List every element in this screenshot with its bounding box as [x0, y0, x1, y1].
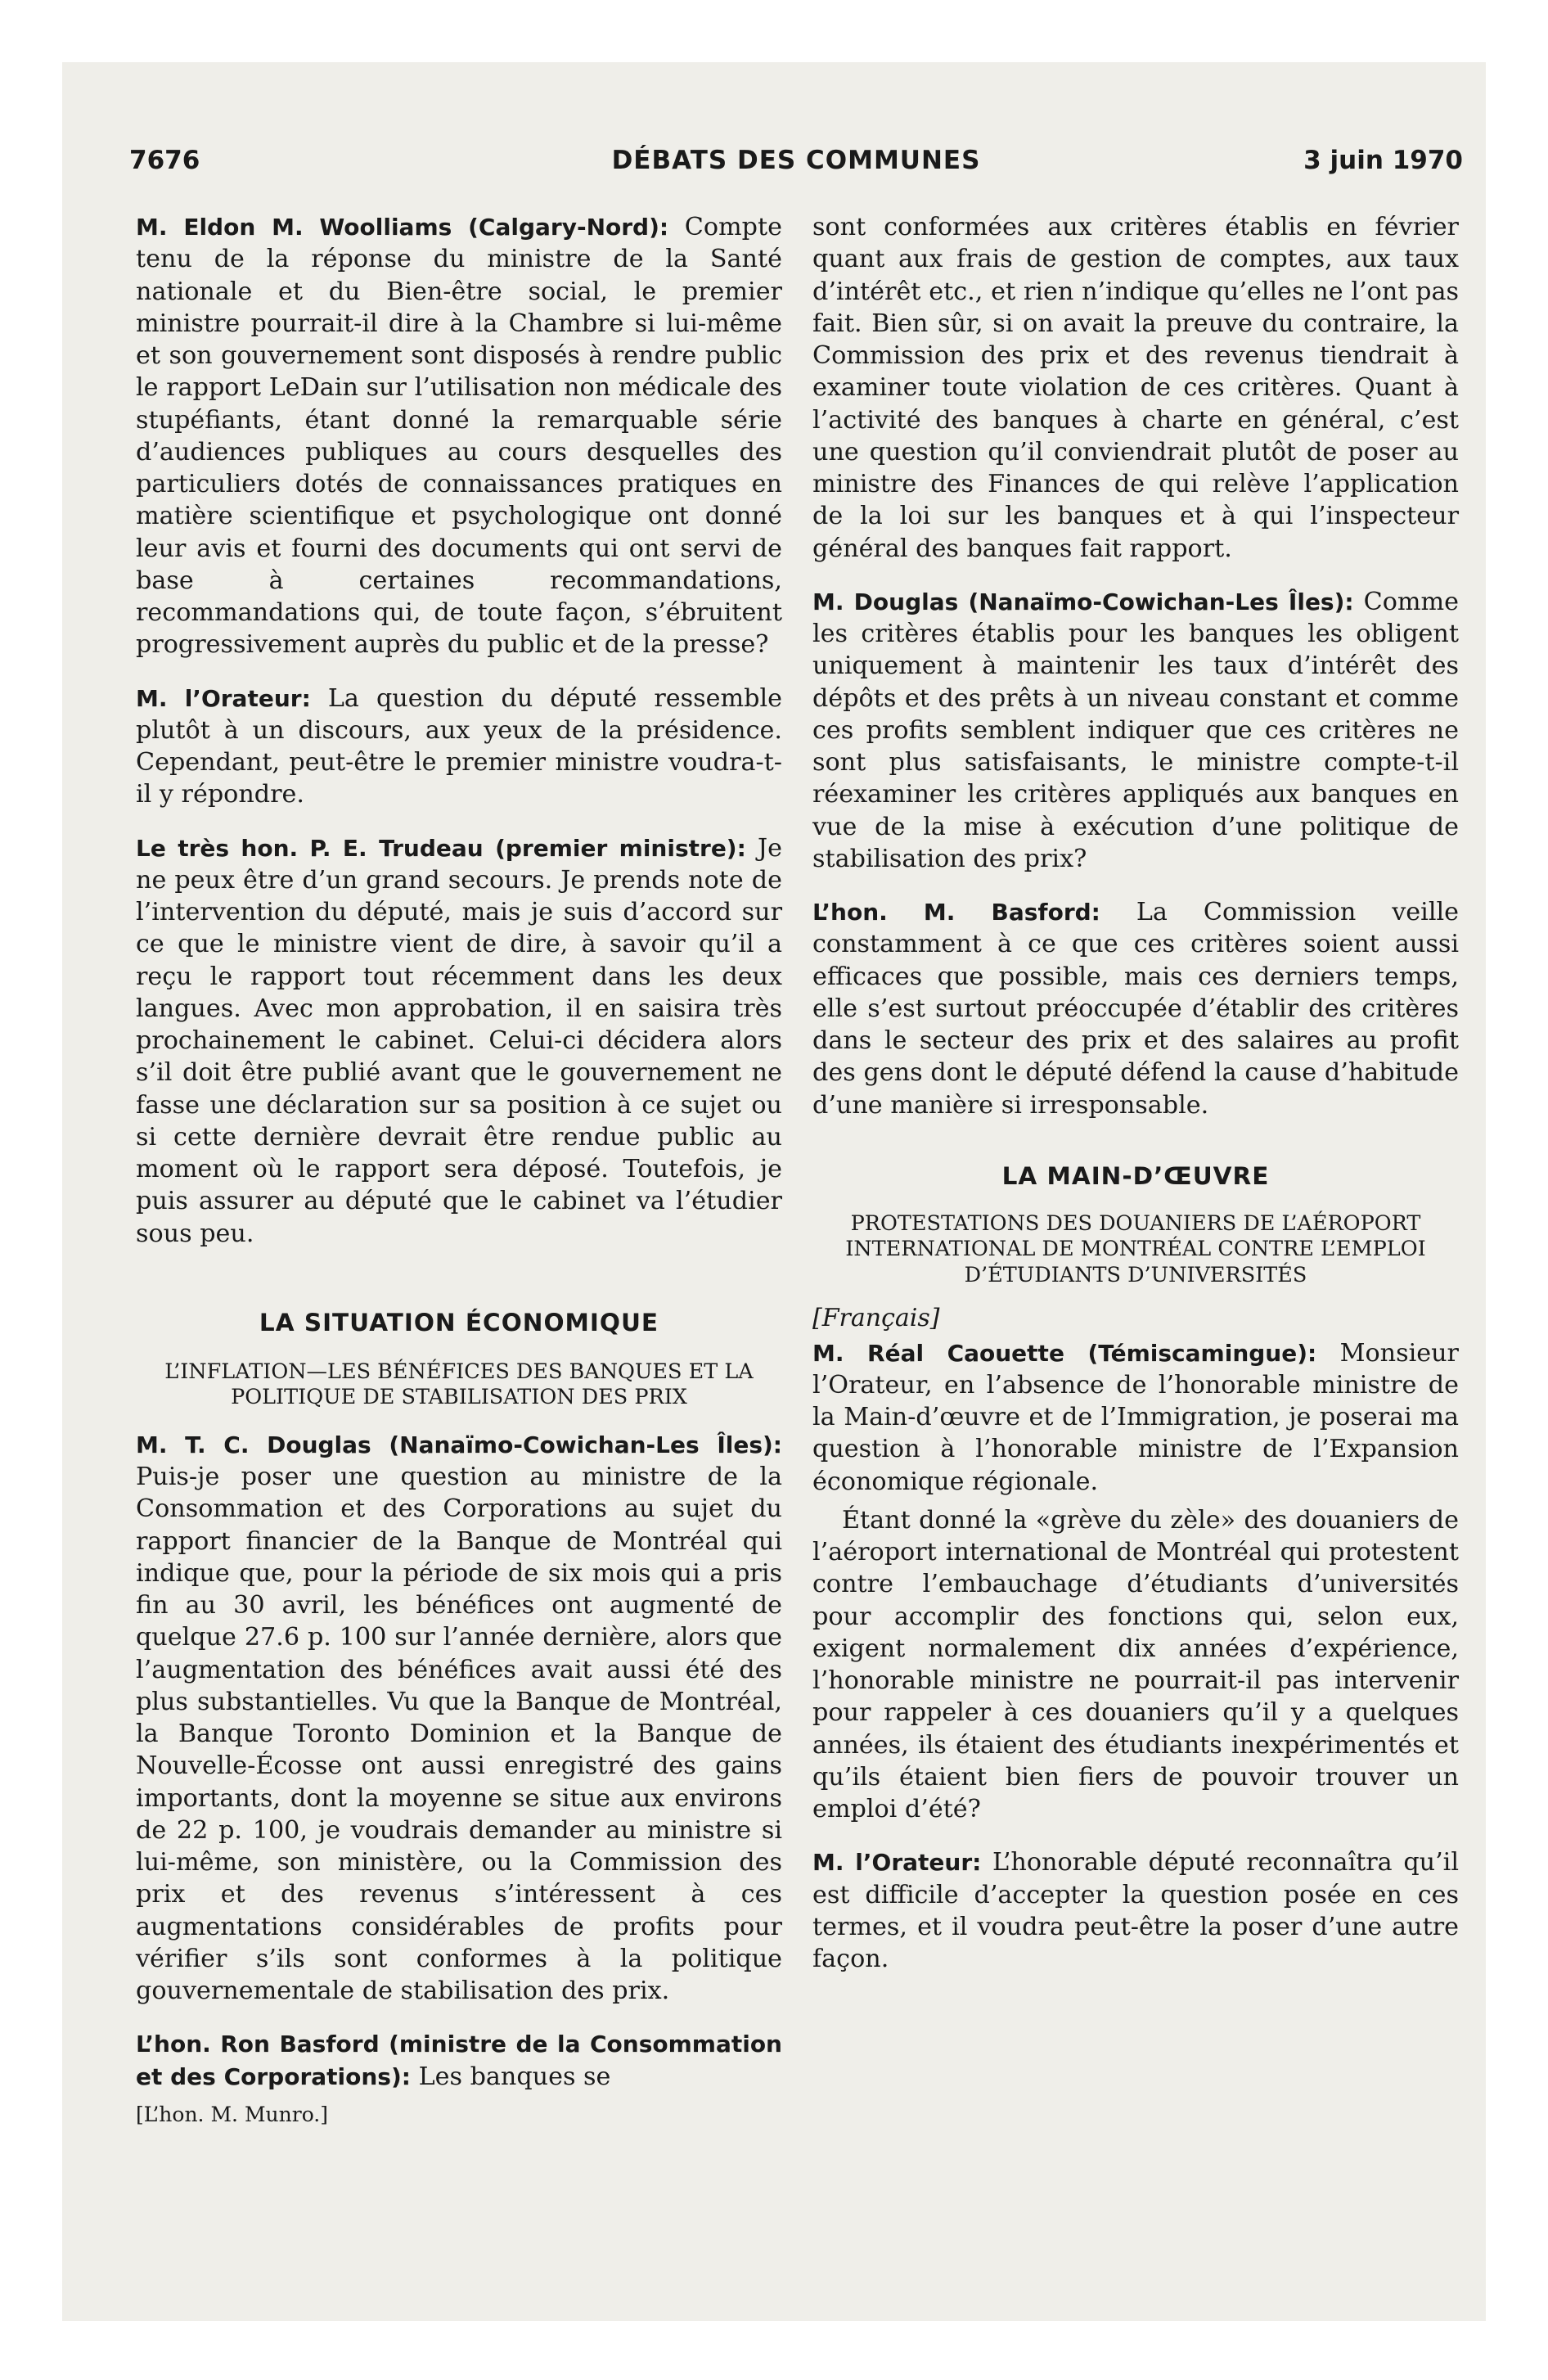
paragraph-basford-continued — [812, 211, 1459, 565]
speech-text: sont conformées aux critères établis en février quant aux frais de gestion de comptes, aux taux d’intérêt etc., et rien n’indique qu’elles ne l’ont pas fait. Bien sûr, si on avait la preuve du contraire, la Commission des prix et des revenus tiendrait à examiner toute violation de ces critères. Quant à l’activité des banques à charte en général, c’est une question qu’il conviendrait plutôt de poser au ministre des Finances de qui relève l’application de la loi sur les banques et à qui l’inspecteur général des banques fait rapport. — [812, 213, 1459, 563]
speaker-name: L’hon. M. Basford: — [812, 899, 1100, 926]
paragraph-caouette-question — [812, 1504, 1459, 1826]
paragraph-caouette — [812, 1337, 1459, 1498]
page-title: DÉBATS DES COMMUNES — [611, 146, 981, 175]
subsection-title: PROTESTATIONS DES DOUANIERS DE L’AÉROPORT INTERNATIONAL DE MONTRÉAL CONTRE L’EMPLOI D’ÉTUDIANTS D’UNIVERSITÉS — [845, 1210, 1426, 1287]
speaker-name: M. Eldon M. Woolliams (Calgary-Nord): — [136, 214, 669, 241]
paragraph-douglas-followup — [812, 586, 1459, 875]
paragraph-trudeau — [136, 832, 782, 1250]
paragraph-basford-reply — [812, 896, 1459, 1121]
speaker-name: M. l’Orateur: — [812, 1849, 982, 1877]
speaker-name: M. Réal Caouette (Témiscamingue): — [812, 1339, 1317, 1367]
section-title: LA MAIN-D’ŒUVRE — [1001, 1161, 1270, 1190]
speech-text: La Commission veille constamment à ce que ces critères soient aussi efficaces que possible, mais ces derniers temps, elle s’est surtout préoccupée d’établir des critères dans le secteur des prix et des salaires au profit des gens dont le député défend la cause d’habitude d’une manière si irresponsable. — [812, 898, 1459, 1120]
page-number: 7676 — [129, 146, 200, 175]
speaker-name: Le très hon. P. E. Trudeau (premier ministre): — [136, 834, 746, 862]
speech-text: Compte tenu de la réponse du ministre de la Santé nationale et du Bien-être social, le premier ministre pourrait-il dire à la Chambre si lui-même et son gouvernement sont disposés à rendre public le rapport LeDain sur l’utilisation non médicale des stupéfiants, étant donné la remarquable série d’audiences publiques au cours desquelles des particuliers dotés de connaissances pratiques en matière scientifique et psychologique ont donné leur avis et fourni des documents qui ont servi de base à certaines recommandations, recommandations qui, de toute façon, s’ébruitent progressivement auprès du public et de la presse? — [136, 213, 782, 660]
page-header — [129, 146, 1463, 182]
speech-text: Comme les critères établis pour les banques les obligent uniquement à maintenir les taux d’intérêt des dépôts et des prêts à un niveau constant et comme ces profits semblent indiquer que ces critères ne sont plus satisfaisants, le ministre compte-t-il réexaminer les critères appliqués aux banques en vue de la mise à exécution d’une politique de stabilisation des prix? — [812, 587, 1459, 873]
subsection-title: L’INFLATION—LES BÉNÉFICES DES BANQUES ET LA POLITIQUE DE STABILISATION DES PRIX — [164, 1359, 754, 1410]
right-column — [812, 211, 1459, 1975]
paragraph-woolliams — [136, 211, 782, 661]
speech-text: La question du député ressemble plutôt à un discours, aux yeux de la présidence. Cependant, peut-être le premier ministre voudra-t-il y répondre. — [136, 683, 782, 809]
speech-text: Je ne peux être d’un grand secours. Je prends note de l’intervention du député, mais je suis d’accord sur ce que le ministre vient de dire, à savoir qu’il a reçu le rapport tout récemment dans les deux langues. Avec mon approbation, il en saisira très prochainement le cabinet. Celui-ci décidera alors s’il doit être publié avant que le gouvernement ne fasse une déclaration sur sa position à ce sujet ou si cette dernière devrait être rendue public au moment où le rapport sera déposé. Toutefois, je puis assurer au député que le cabinet va l’étudier sous peu. — [136, 833, 782, 1248]
speech-text: Monsieur l’Orateur, en l’absence de l’honorable ministre de la Main-d’œuvre et de l’Immigration, je poserai ma question à l’honorable ministre de l’Expansion économique régionale. — [812, 1338, 1459, 1496]
speaker-name: L’hon. Ron Basford (ministre de la Consommation et des Corporations): — [136, 2031, 782, 2090]
speaker-name: M. Douglas (Nanaïmo-Cowichan-Les Îles): — [812, 588, 1354, 615]
speaker-name: M. l’Orateur: — [136, 684, 311, 712]
speaker-name: M. T. C. Douglas (Nanaïmo-Cowichan-Les Îles): — [136, 1431, 782, 1458]
paragraph-orateur-reply — [812, 1846, 1459, 1975]
page-date: 3 juin 1970 — [1303, 146, 1463, 175]
speech-text: Les banques se — [410, 2062, 611, 2091]
paragraph-orateur — [136, 683, 782, 811]
speech-text: Étant donné la «grève du zèle» des douaniers de l’aéroport international de Montréal qui protestent contre l’embauchage d’étudiants d’universités pour accomplir des fonctions qui, selon eux, exigent normalement dix années d’expérience, l’honorable ministre ne pourrait-il pas intervenir pour rappeler à ces douaniers qu’il y a quelques années, ils étaient des étudiants inexpérimentés et qu’ils étaient bien fiers de pouvoir trouver un emploi d’été? — [812, 1505, 1459, 1824]
language-note: [Français] — [812, 1303, 940, 1332]
paragraph-basford — [136, 2028, 782, 2093]
left-column — [136, 211, 782, 2126]
section-title: LA SITUATION ÉCONOMIQUE — [259, 1308, 659, 1336]
footnote: [L’hon. M. Munro.] — [136, 2102, 329, 2126]
paragraph-douglas — [136, 1429, 782, 2008]
speech-text: L’honorable député reconnaîtra qu’il est difficile d’accepter la question posée en ces termes, et il voudra peut-être la poser d’une autre façon. — [812, 1848, 1459, 1974]
speech-text: Puis-je poser une question au ministre de la Consommation et des Corporations au sujet du rapport financier de la Banque de Montréal qui indique que, pour la période de six mois qui a pris fin au 30 avril, les bénéfices ont augmenté de quelque 27.6 p. 100 sur l’année dernière, alors que l’augmentation des bénéfices avait aussi été des plus substantielles. Vu que la Banque de Montréal, la Banque Toronto Dominion et la Banque de Nouvelle-Écosse ont aussi enregistré des gains importants, dont la moyenne se situe aux environs de 22 p. 100, je voudrais demander au ministre si lui-même, son ministère, ou la Commission des prix et des revenus s’intéressent à ces augmentations considérables de profits pour vérifier s’ils sont conformes à la politique gouvernementale de stabilisation des prix. — [136, 1463, 782, 2006]
